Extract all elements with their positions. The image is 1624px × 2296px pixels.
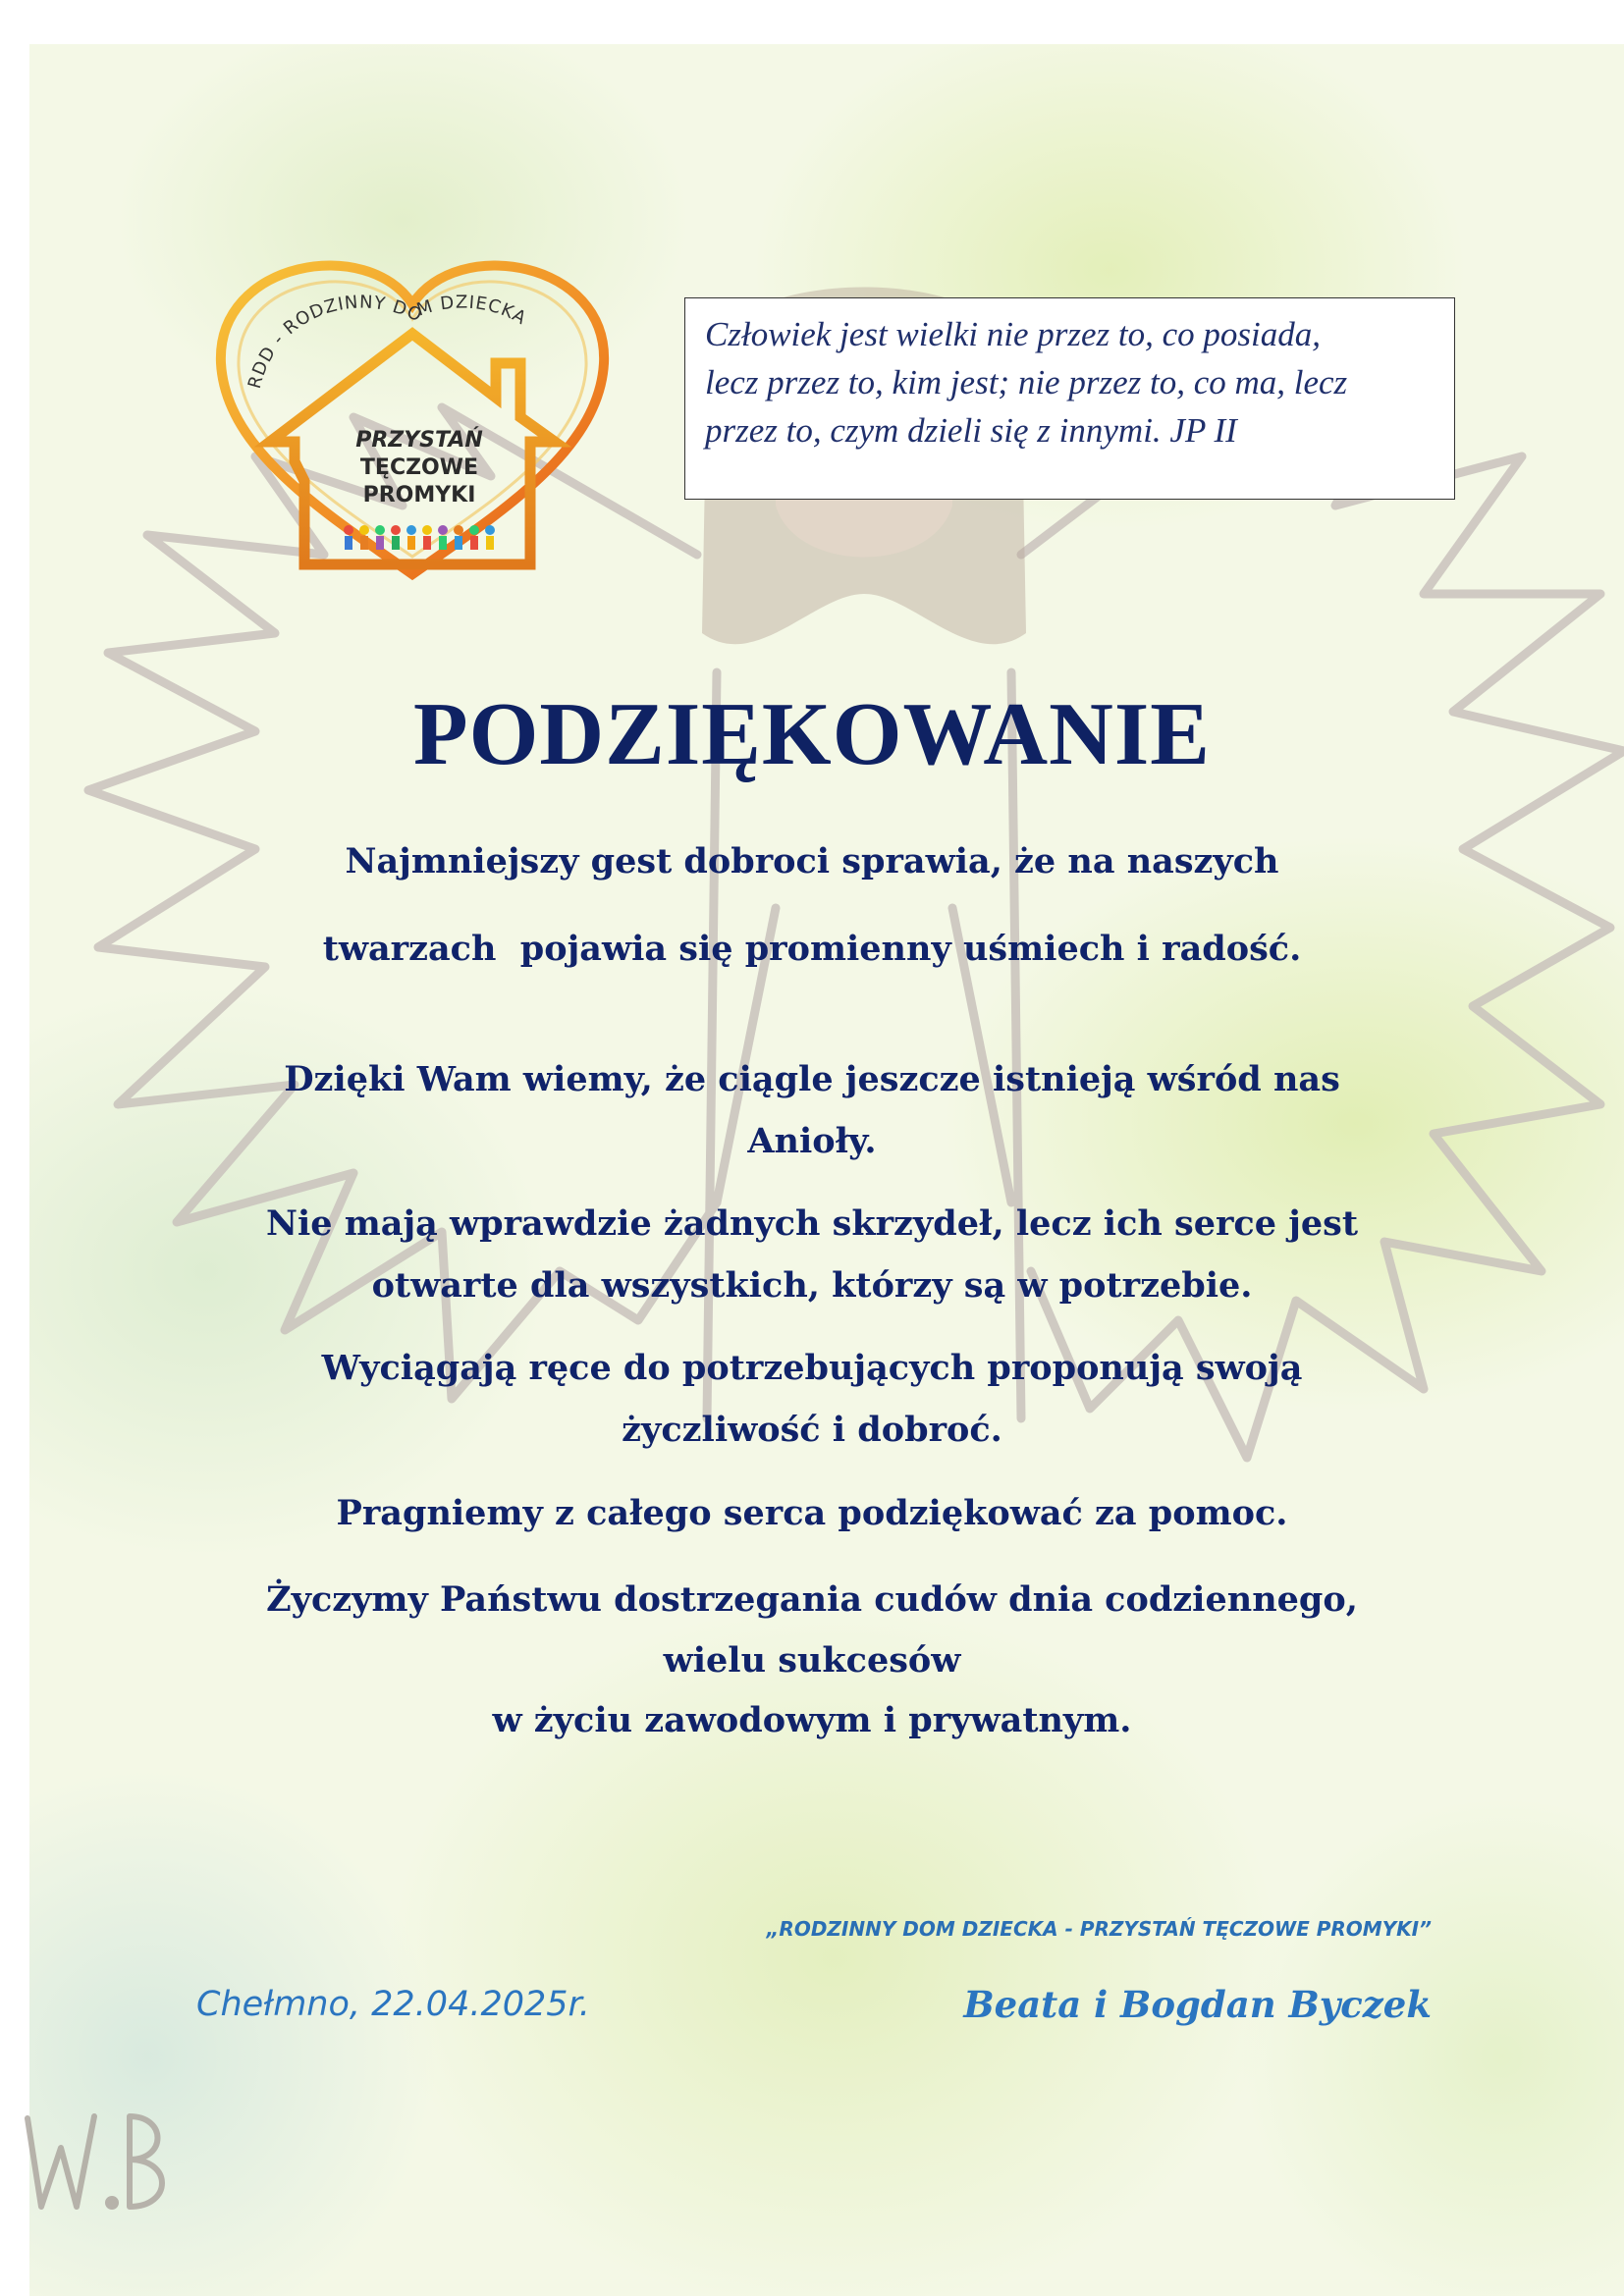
message-line-7: Wyciągają ręce do potrzebujących proponują swoją [321,1348,1303,1388]
logo-name-line-2: TĘCZOWE [359,455,479,480]
logo-name-line-1: PRZYSTAŃ [355,428,483,453]
logo-arc-text: RDD - RODZINNY DOM DZIECKA [244,292,531,392]
message-line-12: w życiu zawodowym i prywatnym. [492,1700,1132,1740]
message-line-6: otwarte dla wszystkich, którzy są w potrzebie. [371,1265,1253,1306]
message-line-10: Życzymy Państwu dostrzegania cudów dnia codziennego, [266,1579,1358,1620]
page-title: PODZIĘKOWANIE [413,684,1211,783]
message-line-11: wielu sukcesów [663,1640,961,1681]
message-line-4: Anioły. [747,1121,877,1161]
rdd-logo [201,250,623,584]
message-line-5: Nie mają wprawdzie żadnych skrzydeł, lecz ich serce jest [265,1203,1359,1244]
quote-line-2: lecz przez to, kim jest; nie przez to, co ma, lecz [705,363,1348,401]
message-line-2: twarzach pojawia się promienny uśmiech i radość. [322,929,1302,969]
footer-organization: „RODZINNY DOM DZIECKA - PRZYSTAŃ TĘCZOWE PROMYKI” [766,1917,1432,1941]
footer-signatories: Beata i Bogdan Byczek [963,1983,1432,2026]
children-figures-icon [344,525,495,550]
message-line-3: Dzięki Wam wiemy, że ciągle jeszcze istnieją wśród nas [284,1059,1340,1099]
quote-line-3: przez to, czym dzieli się z innymi. JP II [705,411,1237,450]
logo-name-line-3: PROMYKI [362,483,476,507]
painted-initials [20,2109,177,2216]
message-line-8: życzliwość i dobroć. [622,1410,1002,1450]
quote-box [684,297,1455,500]
footer-place-date: Chełmno, 22.04.2025r. [196,1985,590,2024]
message-line-9: Pragniemy z całego serca podziękować za pomoc. [336,1493,1288,1533]
quote-line-1: Człowiek jest wielki nie przez to, co posiada, [705,315,1322,353]
message-line-1: Najmniejszy gest dobroci sprawia, że na naszych [345,841,1279,881]
